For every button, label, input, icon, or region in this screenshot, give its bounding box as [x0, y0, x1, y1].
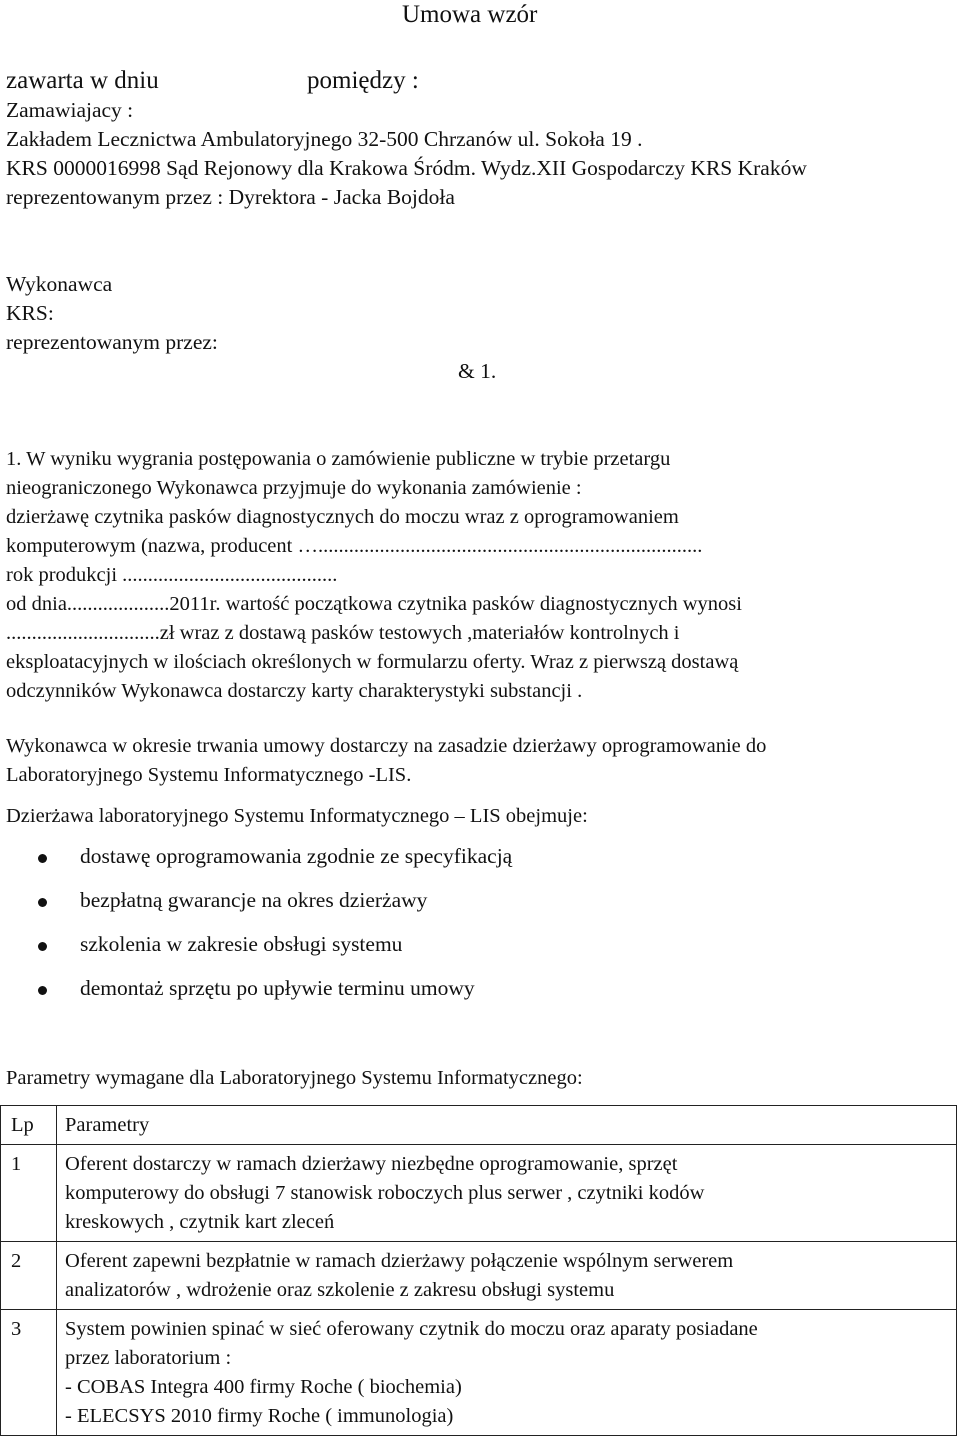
paragraph-1-line: rok produkcji ..........................................	[6, 564, 338, 586]
document-title: Umowa wzór	[402, 1, 538, 28]
paragraph-2-line: Laboratoryjnego Systemu Informatycznego -LIS.	[6, 764, 412, 786]
table-row	[1, 1242, 957, 1310]
table-cell-line: analizatorów , wdrożenie oraz szkolenie z zakresu obsługi systemu	[65, 1279, 615, 1301]
contractor-label: Wykonawca	[6, 272, 113, 296]
paragraph-1-line: komputerowym (nazwa, producent …...........................................................................	[6, 535, 703, 557]
table-cell-lp: 2	[1, 1242, 57, 1310]
contract-date-label: zawarta w dniu	[6, 67, 159, 94]
bullet-dot-icon	[38, 854, 47, 863]
paragraph-1-line: odczynników Wykonawca dostarczy karty charakterystyki substancji .	[6, 680, 583, 702]
contractor-krs: KRS:	[6, 301, 54, 325]
lis-bullet-label: bezpłatną gwarancje na okres dzierżawy	[80, 888, 428, 912]
table-header-lp: Lp	[1, 1106, 57, 1145]
table-header-row	[1, 1106, 957, 1145]
table-cell-line: komputerowy do obsługi 7 stanowisk roboczych plus serwer , czytniki kodów	[65, 1182, 705, 1204]
orderer-representative: reprezentowanym przez : Dyrektora - Jacka Bojdoła	[6, 185, 455, 209]
lis-bullet-label: dostawę oprogramowania zgodnie ze specyfikacją	[80, 844, 513, 868]
table-row	[1, 1145, 957, 1242]
table-cell-line: Oferent zapewni bezpłatnie w ramach dzierżawy połączenie wspólnym serwerem	[65, 1250, 734, 1272]
table-cell-line: System powinien spinać w sieć oferowany czytnik do moczu oraz aparaty posiadane	[65, 1318, 758, 1340]
paragraph-1-line: 1. W wyniku wygrania postępowania o zamówienie publiczne w trybie przetargu	[6, 448, 671, 470]
table-cell-line: kreskowych , czytnik kart zleceń	[65, 1211, 335, 1233]
table-cell-parameters	[57, 1145, 957, 1242]
between-label: pomiędzy :	[307, 67, 419, 94]
table-header-parameters: Parametry	[57, 1106, 957, 1145]
paragraph-1-line: ..............................zł wraz z dostawą pasków testowych ,materiałów kontrolnych i	[6, 622, 680, 644]
paragraph-1-line: dzierżawę czytnika pasków diagnostycznych do moczu wraz z oprogramowaniem	[6, 506, 679, 528]
bullet-dot-icon	[38, 986, 47, 995]
table-cell-lp: 1	[1, 1145, 57, 1242]
table-cell-line: - COBAS Integra 400 firmy Roche ( biochemia)	[65, 1376, 462, 1398]
contractor-representative: reprezentowanym przez:	[6, 330, 218, 354]
orderer-label: Zamawiajacy :	[6, 98, 134, 122]
paragraph-1-line: od dnia....................2011r. wartość początkowa czytnika pasków diagnostycznych wynosi	[6, 593, 742, 615]
table-cell-line: przez laboratorium :	[65, 1347, 232, 1369]
table-cell-lp: 3	[1, 1310, 57, 1436]
table-cell-parameters	[57, 1242, 957, 1310]
lis-bullet-label: szkolenia w zakresie obsługi systemu	[80, 932, 403, 956]
table-cell-line: Oferent dostarczy w ramach dzierżawy niezbędne oprogramowanie, sprzęt	[65, 1153, 678, 1175]
table-cell-line: - ELECSYS 2010 firmy Roche ( immunologia)	[65, 1405, 454, 1427]
parameters-title: Parametry wymagane dla Laboratoryjnego Systemu Informatycznego:	[6, 1067, 583, 1089]
bullet-dot-icon	[38, 898, 47, 907]
table-cell-parameters	[57, 1310, 957, 1436]
lis-bullet-label: demontaż sprzętu po upływie terminu umowy	[80, 976, 475, 1000]
paragraph-2-line: Wykonawca w okresie trwania umowy dostarczy na zasadzie dzierżawy oprogramowanie do	[6, 735, 767, 757]
table-row	[1, 1310, 957, 1436]
paragraph-1-line: nieograniczonego Wykonawca przyjmuje do wykonania zamówienie :	[6, 477, 582, 499]
orderer-krs: KRS 0000016998 Sąd Rejonowy dla Krakowa Śródm. Wydz.XII Gospodarczy KRS Kraków	[6, 156, 807, 180]
lis-intro: Dzierżawa laboratoryjnego Systemu Informatycznego – LIS obejmuje:	[6, 805, 588, 827]
section-heading: & 1.	[458, 359, 497, 383]
orderer-name: Zakładem Lecznictwa Ambulatoryjnego 32-500 Chrzanów ul. Sokoła 19 .	[6, 127, 643, 151]
paragraph-1-line: eksploatacyjnych w ilościach określonych w formularzu oferty. Wraz z pierwszą dostawą	[6, 651, 739, 673]
bullet-dot-icon	[38, 942, 47, 951]
parameters-table	[0, 1105, 957, 1436]
